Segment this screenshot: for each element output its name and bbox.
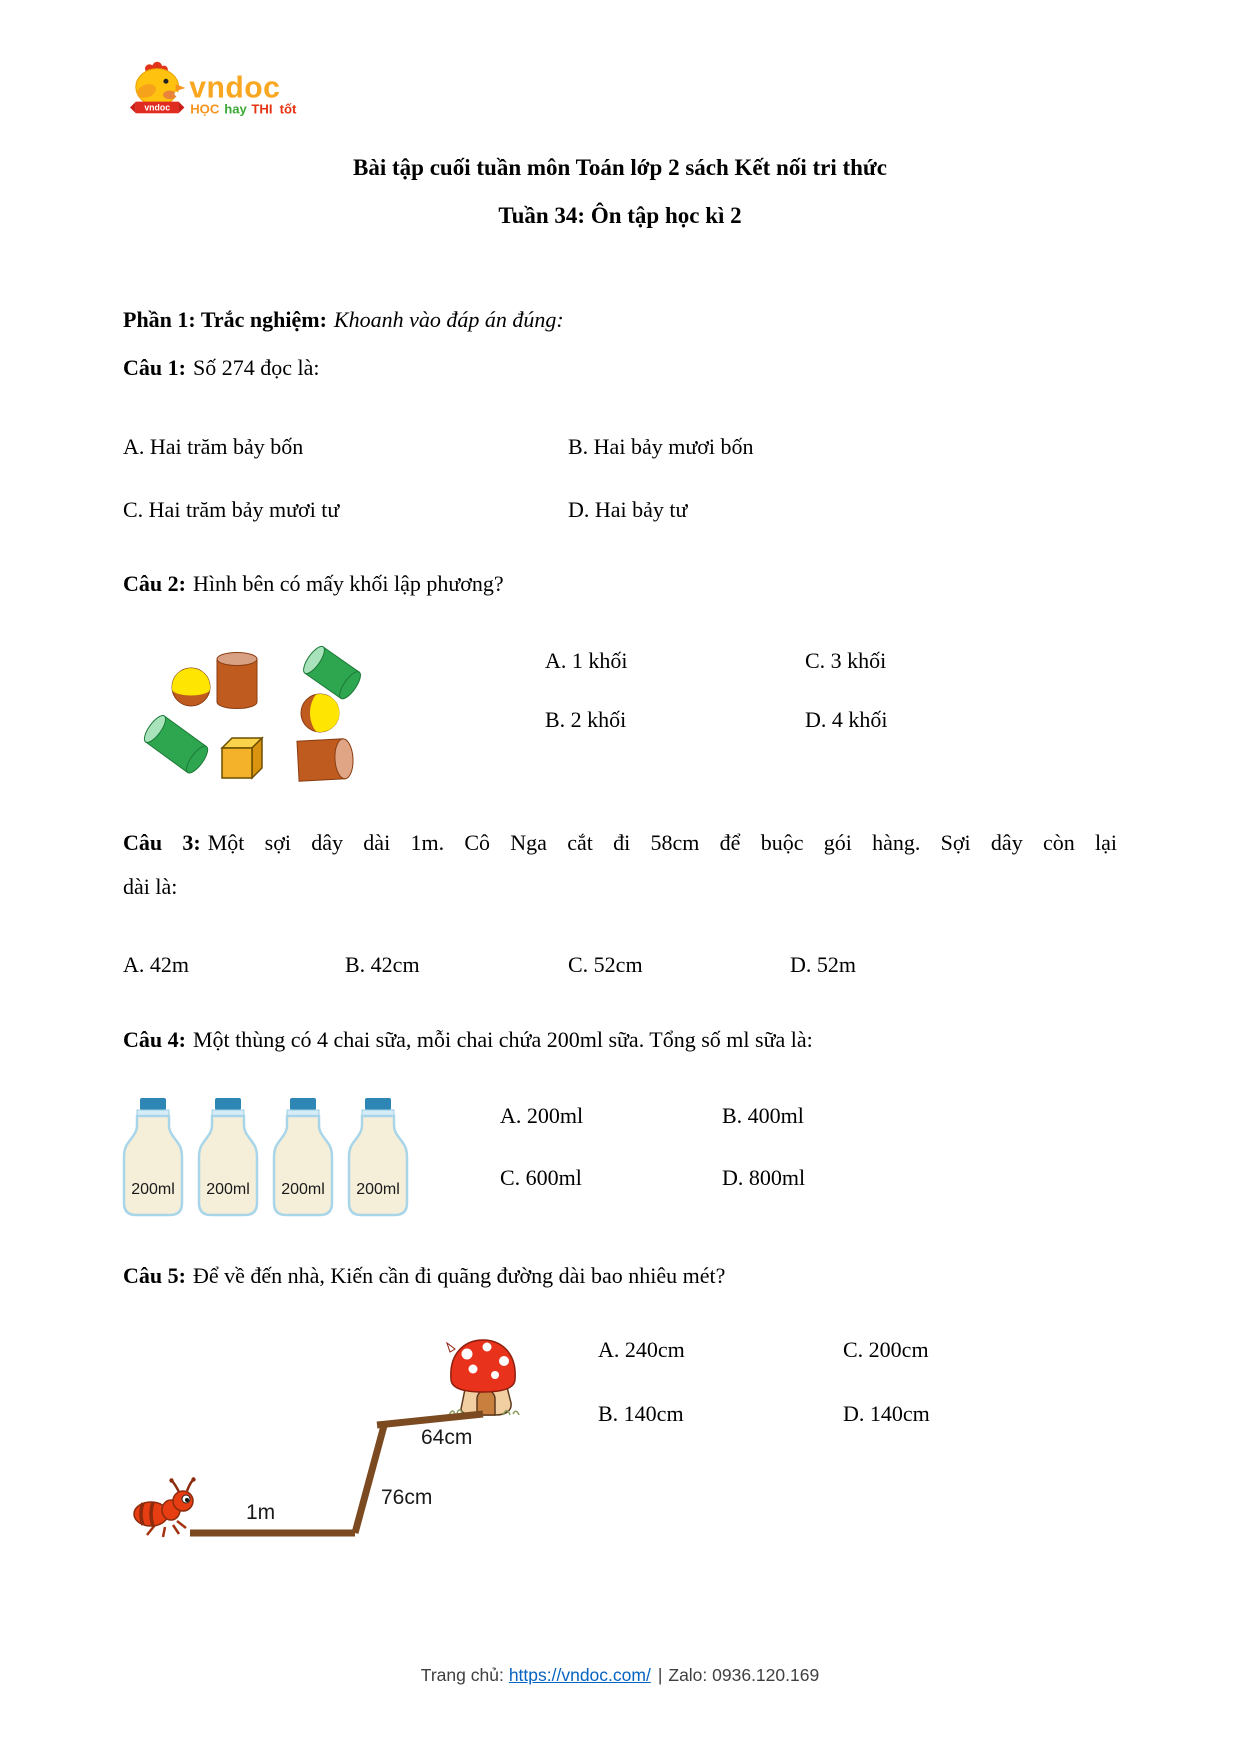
milk-label: 200ml [356,1181,400,1198]
q4-option-c: C. 600ml [500,1165,582,1190]
question-4 [123,1026,813,1054]
q1-option-b: B. Hai bảy mươi bốn [568,434,754,459]
q4-option-b: B. 400ml [722,1103,804,1128]
sphere-brown-yellow [301,694,339,732]
footer-separator: | [657,1665,663,1685]
q5-option-c: C. 200cm [843,1337,929,1362]
q1-option-d: D. Hai bảy tư [568,497,688,522]
logo-wordmark: vndoc [189,71,281,105]
milk-bottles-figure [120,1097,412,1218]
q2-option-a: A. 1 khối [545,648,628,673]
question-3-text-line1: Một sợi dây dài 1m. Cô Nga cắt đi 58cm để buộc gói hàng. Sợi dây còn lại [207,830,1117,855]
question-5-label: Câu 5: [123,1263,186,1288]
question-1 [123,354,319,382]
milk-bottle [274,1098,332,1215]
page-subtitle: Tuần 34: Ôn tập học kì 2 [498,203,742,228]
footer-zalo: Zalo: 0936.120.169 [668,1665,820,1685]
segment-label-64cm: 64cm [421,1426,473,1449]
milk-label: 200ml [206,1181,250,1198]
part1-heading-bold: Phần 1: Trắc nghiệm: [123,307,327,332]
q5-option-b: B. 140cm [598,1401,684,1426]
ant-path-figure [115,1337,535,1565]
question-1-label: Câu 1: [123,355,186,380]
ant [134,1477,196,1537]
q3-option-c: C. 52cm [568,952,643,977]
question-1-text: Số 274 đọc là: [192,355,320,380]
part1-heading [123,306,564,334]
q4-option-a: A. 200ml [500,1103,584,1128]
q5-option-a: A. 240cm [598,1337,685,1362]
cube-yellow [222,738,262,778]
q2-option-b: B. 2 khối [545,707,627,732]
cylinder-green-bottom [141,713,212,777]
mushroom-house [447,1340,519,1415]
question-2 [123,570,504,598]
question-4-text: Một thùng có 4 chai sữa, mỗi chai chứa 200ml sữa. Tổng số ml sữa là: [192,1027,813,1052]
question-3-label: Câu 3: [123,830,201,855]
footer [0,1663,1240,1687]
segment-label-1m: 1m [246,1501,276,1524]
question-2-text: Hình bên có mấy khối lập phương? [192,571,504,596]
question-3-text-line2: dài là: [123,874,178,899]
question-2-label: Câu 2: [123,571,186,596]
logo-tagline: HỌC hay THI tốt [190,101,297,117]
q4-option-d: D. 800ml [722,1165,806,1190]
page-title: Bài tập cuối tuần môn Toán lớp 2 sách Kết nối tri thức [353,155,887,180]
q1-option-c: C. Hai trăm bảy mươi tư [123,497,340,522]
solid-shapes-figure [138,636,363,788]
q2-option-d: D. 4 khối [805,707,888,732]
cylinder-brown-lying [297,738,354,781]
q3-option-d: D. 52m [790,952,856,977]
logo-chicken-mascot [130,62,185,113]
milk-bottle [124,1098,182,1215]
q3-option-a: A. 42m [123,952,189,977]
milk-bottle [349,1098,407,1215]
footer-home-label: Trang chủ: [420,1665,504,1685]
q1-option-a: A. Hai trăm bảy bốn [123,434,304,459]
segment-label-76cm: 76cm [381,1486,433,1509]
q2-option-c: C. 3 khối [805,648,887,673]
cylinder-green-top [300,643,363,701]
q5-option-d: D. 140cm [843,1401,930,1426]
q3-option-b: B. 42cm [345,952,420,977]
milk-bottle [199,1098,257,1215]
sphere-yellow-brown [172,668,210,706]
milk-label: 200ml [131,1181,175,1198]
question-5-text: Để về đến nhà, Kiến cần đi quãng đường dài bao nhiêu mét? [192,1263,726,1288]
part1-instruction: Khoanh vào đáp án đúng: [333,307,564,332]
question-4-label: Câu 4: [123,1027,186,1052]
question-3 [123,820,1117,865]
footer-home-link[interactable]: https://vndoc.com/ [508,1665,651,1685]
cylinder-brown-standing [217,653,257,709]
question-5 [123,1262,725,1290]
milk-label: 200ml [281,1181,325,1198]
vndoc-logo [130,60,300,118]
logo-banner-text: vndoc [144,102,171,113]
